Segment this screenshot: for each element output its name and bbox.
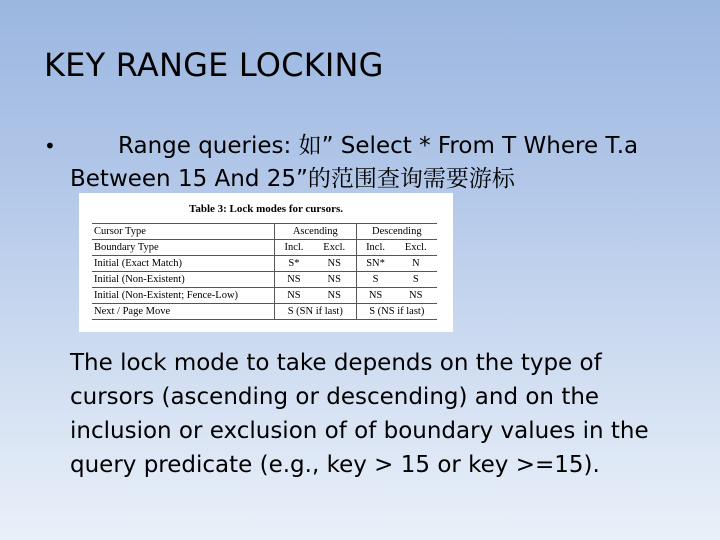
table-cell: NS — [356, 288, 394, 304]
header-desc-excl: Excl. — [395, 240, 437, 256]
table-cell: NS — [313, 288, 356, 304]
table-cell: NS — [395, 288, 437, 304]
table-row — [92, 272, 437, 288]
table-cell: NS — [275, 272, 313, 288]
header-asc-excl: Excl. — [313, 240, 356, 256]
lock-modes-table — [92, 223, 437, 320]
table-cell: NS — [313, 256, 356, 272]
table-cell: S — [356, 272, 394, 288]
bullet-text-content: Range queries: 如” Select * From T Where T.a Between 15 And 25”的范围查询需要游标 — [70, 133, 639, 192]
bullet-marker: • — [44, 134, 56, 158]
table-row — [92, 304, 437, 320]
table-cell: S (NS if last) — [356, 304, 437, 320]
table-header-row — [92, 224, 437, 240]
lock-modes-table-figure — [79, 193, 453, 332]
slide-title: KEY RANGE LOCKING — [44, 46, 384, 84]
table-cell: S — [395, 272, 437, 288]
table-cell: S* — [275, 256, 313, 272]
explanation-paragraph: The lock mode to take depends on the type of cursors (ascending or descending) and on the inclusion or exclusion of of boundary values in the query predicate (e.g., key > 15 or key >=15). — [70, 350, 649, 478]
header-boundary-type: Boundary Type — [92, 240, 275, 256]
bullet-text — [70, 130, 700, 196]
table-subheader-row — [92, 240, 437, 256]
header-ascending: Ascending — [275, 224, 357, 240]
table-cell: NS — [313, 272, 356, 288]
row-label: Initial (Exact Match) — [92, 256, 275, 272]
table-cell: SN* — [356, 256, 394, 272]
table-cell: N — [395, 256, 437, 272]
row-label: Initial (Non-Existent; Fence-Low) — [92, 288, 275, 304]
header-descending: Descending — [356, 224, 437, 240]
row-label: Next / Page Move — [92, 304, 275, 320]
header-desc-incl: Incl. — [356, 240, 394, 256]
header-cursor-type: Cursor Type — [92, 224, 275, 240]
table-caption: Table 3: Lock modes for cursors. — [189, 203, 343, 215]
table-cell: S (SN if last) — [275, 304, 357, 320]
table-row — [92, 288, 437, 304]
table-row — [92, 256, 437, 272]
table-cell: NS — [275, 288, 313, 304]
header-asc-incl: Incl. — [275, 240, 313, 256]
row-label: Initial (Non-Existent) — [92, 272, 275, 288]
